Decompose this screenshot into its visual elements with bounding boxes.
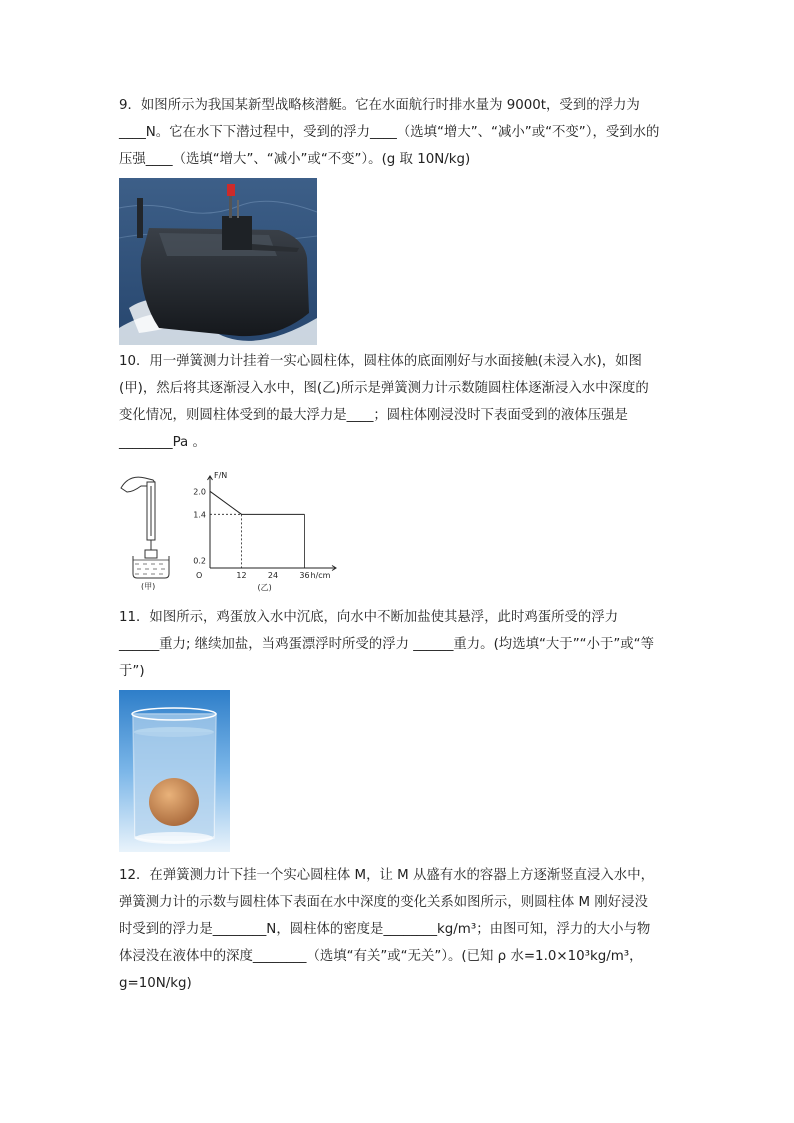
figure-jia-label: (甲): [141, 582, 156, 590]
answer-blank[interactable]: ________: [252, 949, 307, 964]
spring-scale-image: [119, 470, 181, 590]
q10-line2: (甲)，然后将其逐渐浸入水中，图(乙)所示是弹簧测力计示数随圆柱体逐渐浸入水中深度的: [119, 381, 649, 396]
q12-line5: g=10N/kg): [119, 976, 192, 991]
q12-line4: 体浸没在液体中的深度________（选填“有关”或“无关”）。(已知 ρ 水=1.0×10³kg/m³，: [119, 949, 643, 964]
q10-line4: ________Pa 。: [119, 435, 206, 450]
submarine-image: [119, 178, 317, 345]
y-tick-label: 0.2: [193, 556, 206, 566]
answer-blank[interactable]: ____: [119, 125, 146, 140]
q12-line3: 时受到的浮力是________N，圆柱体的密度是________kg/m³；由图可知，浮力的大小与物: [119, 922, 651, 937]
figure-yi-label: (乙): [257, 583, 272, 592]
answer-blank[interactable]: ________: [383, 922, 438, 937]
answer-blank[interactable]: ______: [119, 637, 160, 652]
q9-line2: ____N。它在水下下潜过程中，受到的浮力____（选填“增大”、“减小”或“不变”），受到水的: [119, 125, 660, 140]
y-tick-label: 1.4: [193, 510, 206, 520]
series-line: [210, 491, 305, 514]
origin-label: O: [196, 571, 203, 580]
answer-blank[interactable]: ________: [212, 922, 267, 937]
submarine-photo: [119, 178, 317, 345]
egg-beaker-image: [119, 690, 230, 852]
q11-line2: ______重力; 继续加盐，当鸡蛋漂浮时所受的浮力 ______重力。(均选填“大于”“小于”或“等: [119, 637, 655, 652]
q11-line1: 11．如图所示，鸡蛋放入水中沉底，向水中不断加盐使其悬浮，此时鸡蛋所受的浮力: [119, 610, 619, 625]
force-depth-chart: [186, 468, 346, 594]
spring-scale-figure: [119, 470, 181, 590]
y-tick-label: 2.0: [193, 487, 206, 497]
answer-blank[interactable]: ____: [346, 408, 374, 423]
answer-blank[interactable]: ____: [145, 152, 173, 167]
q9-line1: 9．如图所示为我国某新型战略核潜艇。它在水面航行时排水量为 9000t，受到的浮力为: [119, 98, 640, 113]
x-tick-label: 36: [299, 571, 310, 580]
egg-beaker-photo: [119, 690, 230, 852]
q12-line1: 12．在弹簧测力计下挂一个实心圆柱体 M，让 M 从盛有水的容器上方逐渐竖直浸入水中，: [119, 868, 654, 883]
y-axis-label: F/N: [214, 471, 228, 480]
force-depth-svg: [186, 468, 346, 594]
x-tick-label: 24: [267, 571, 279, 580]
q10-line1: 10．用一弹簧测力计挂着一实心圆柱体，圆柱体的底面刚好与水面接触(未浸入水)，如图: [119, 354, 642, 369]
q11-line3: 于”): [119, 664, 145, 679]
q9-line3: 压强____（选填“增大”、“减小”或“不变”）。(g 取 10N/kg): [119, 152, 471, 167]
x-axis-label: h/cm: [310, 571, 331, 580]
answer-blank[interactable]: ______: [413, 637, 454, 652]
question-10: [119, 348, 679, 456]
x-tick-label: 12: [236, 571, 247, 580]
question-11: [119, 604, 679, 685]
answer-blank[interactable]: ____: [370, 125, 397, 140]
q10-line3: 变化情况，则圆柱体受到的最大浮力是____；圆柱体刚浸没时下表面受到的液体压强是: [119, 408, 628, 423]
question-9: [119, 92, 679, 173]
question-12: [119, 862, 679, 997]
answer-blank[interactable]: ________: [119, 435, 173, 450]
q12-line2: 弹簧测力计的示数与圆柱体下表面在水中深度的变化关系如图所示，则圆柱体 M 刚好浸没: [119, 895, 648, 910]
